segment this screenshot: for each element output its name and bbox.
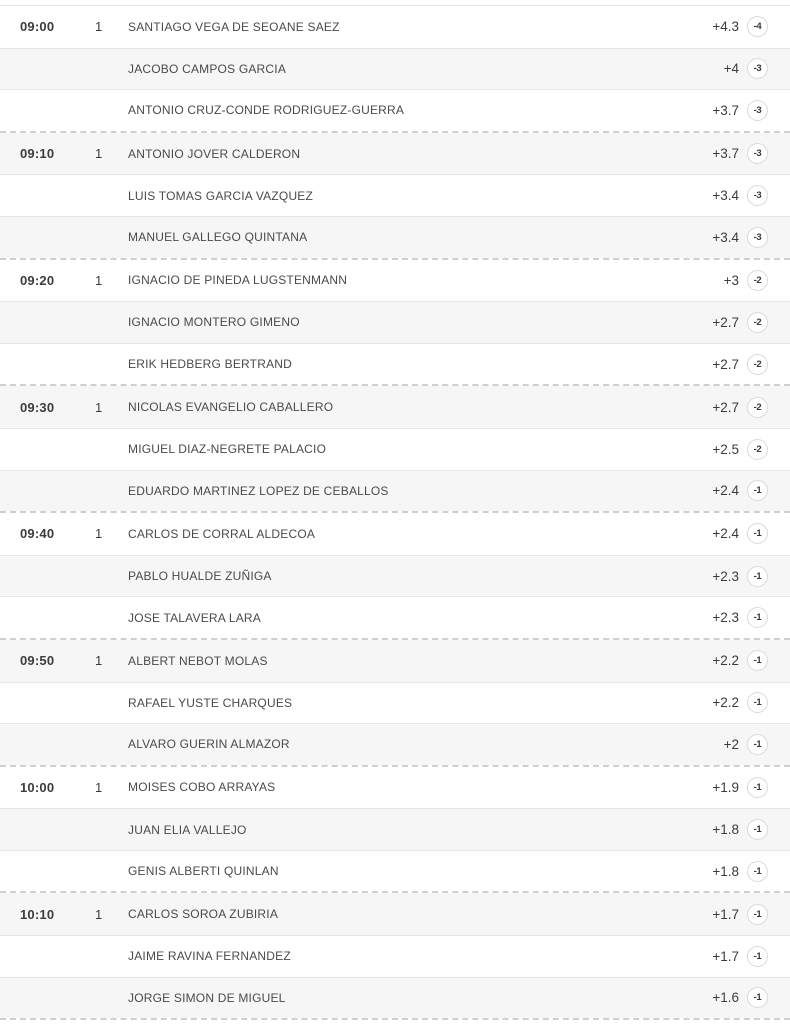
tee-time: 09:00 <box>20 19 55 35</box>
table-row[interactable] <box>0 6 790 48</box>
player-name: ANTONIO CRUZ-CONDE RODRIGUEZ-GUERRA <box>128 103 405 118</box>
table-row[interactable] <box>0 386 790 428</box>
table-row[interactable] <box>0 174 790 216</box>
table-row[interactable] <box>0 808 790 850</box>
handicap-badge: -3 <box>747 185 768 206</box>
tee-time-group <box>0 131 790 258</box>
player-points: +1.9 <box>712 779 739 795</box>
tee-number: 1 <box>95 272 103 288</box>
player-points: +3.4 <box>712 229 739 245</box>
handicap-badge: -1 <box>747 523 768 544</box>
table-row[interactable] <box>0 767 790 809</box>
handicap-badge: -2 <box>747 439 768 460</box>
handicap-badge: -1 <box>747 607 768 628</box>
player-name: SANTIAGO VEGA DE SEOANE SAEZ <box>128 19 340 34</box>
tee-time-group <box>0 891 790 1018</box>
player-points: +2 <box>723 736 739 752</box>
player-name: JUAN ELIA VALLEJO <box>128 822 247 837</box>
player-name: JORGE SIMON DE MIGUEL <box>128 990 286 1005</box>
tee-number: 1 <box>95 906 103 922</box>
player-points: +1.6 <box>712 990 739 1006</box>
player-points: +2.5 <box>712 441 739 457</box>
player-name: ANTONIO JOVER CALDERON <box>128 146 301 161</box>
tee-number: 1 <box>95 779 103 795</box>
player-points: +2.7 <box>712 314 739 330</box>
handicap-badge: -3 <box>747 143 768 164</box>
player-name: ERIK HEDBERG BERTRAND <box>128 357 293 372</box>
tee-number: 1 <box>95 146 103 162</box>
player-name: EDUARDO MARTINEZ LOPEZ DE CEBALLOS <box>128 483 389 498</box>
handicap-badge: -1 <box>747 650 768 671</box>
table-row[interactable] <box>0 48 790 90</box>
player-points: +1.7 <box>712 906 739 922</box>
player-name: JAIME RAVINA FERNANDEZ <box>128 949 291 964</box>
table-row[interactable] <box>0 428 790 470</box>
handicap-badge: -2 <box>747 397 768 418</box>
player-name: MIGUEL DIAZ-NEGRETE PALACIO <box>128 442 327 457</box>
handicap-badge: -1 <box>747 819 768 840</box>
tee-number: 1 <box>95 653 103 669</box>
table-row[interactable] <box>0 513 790 555</box>
player-points: +2.7 <box>712 356 739 372</box>
player-points: +3.4 <box>712 188 739 204</box>
tee-time-group <box>0 511 790 638</box>
tee-time-group <box>0 6 790 131</box>
player-name: MOISES COBO ARRAYAS <box>128 780 276 795</box>
tee-time: 10:10 <box>20 906 55 922</box>
player-points: +1.8 <box>712 863 739 879</box>
handicap-badge: -2 <box>747 312 768 333</box>
table-row[interactable] <box>0 682 790 724</box>
tee-time: 09:20 <box>20 272 55 288</box>
table-row[interactable] <box>0 640 790 682</box>
player-name: IGNACIO MONTERO GIMENO <box>128 315 300 330</box>
tee-time: 09:10 <box>20 146 55 162</box>
player-name: MANUEL GALLEGO QUINTANA <box>128 230 308 245</box>
tee-time: 10:00 <box>20 779 55 795</box>
table-row[interactable] <box>0 343 790 385</box>
player-points: +2.2 <box>712 695 739 711</box>
table-row[interactable] <box>0 470 790 512</box>
handicap-badge: -1 <box>747 946 768 967</box>
handicap-badge: -1 <box>747 777 768 798</box>
player-name: LUIS TOMAS GARCIA VAZQUEZ <box>128 188 314 203</box>
player-points: +2.2 <box>712 653 739 669</box>
player-name: CARLOS SOROA ZUBIRIA <box>128 907 279 922</box>
handicap-badge: -4 <box>747 16 768 37</box>
handicap-badge: -2 <box>747 354 768 375</box>
handicap-badge: -1 <box>747 692 768 713</box>
tee-time-group <box>0 258 790 385</box>
player-name: ALBERT NEBOT MOLAS <box>128 653 268 668</box>
tee-time-group <box>0 638 790 765</box>
table-row[interactable] <box>0 555 790 597</box>
player-points: +1.7 <box>712 948 739 964</box>
tee-time-group <box>0 765 790 892</box>
player-name: CARLOS DE CORRAL ALDECOA <box>128 526 316 541</box>
player-points: +3.7 <box>712 146 739 162</box>
player-points: +4.3 <box>712 19 739 35</box>
player-points: +3.7 <box>712 102 739 118</box>
player-name: GENIS ALBERTI QUINLAN <box>128 864 279 879</box>
table-bottom-divider <box>0 1018 790 1026</box>
table-row[interactable] <box>0 89 790 131</box>
table-row[interactable] <box>0 596 790 638</box>
handicap-badge: -1 <box>747 734 768 755</box>
player-points: +2.3 <box>712 610 739 626</box>
handicap-badge: -1 <box>747 861 768 882</box>
player-points: +2.4 <box>712 483 739 499</box>
table-row[interactable] <box>0 893 790 935</box>
table-row[interactable] <box>0 216 790 258</box>
player-name: JACOBO CAMPOS GARCIA <box>128 61 287 76</box>
handicap-badge: -1 <box>747 480 768 501</box>
player-name: NICOLAS EVANGELIO CABALLERO <box>128 400 334 415</box>
player-points: +4 <box>723 61 739 77</box>
tee-number: 1 <box>95 526 103 542</box>
handicap-badge: -1 <box>747 566 768 587</box>
player-name: PABLO HUALDE ZUÑIGA <box>128 569 272 584</box>
handicap-badge: -3 <box>747 58 768 79</box>
player-name: RAFAEL YUSTE CHARQUES <box>128 695 293 710</box>
player-points: +3 <box>723 272 739 288</box>
player-points: +2.3 <box>712 568 739 584</box>
player-points: +2.7 <box>712 399 739 415</box>
player-points: +1.8 <box>712 822 739 838</box>
tee-time-group <box>0 384 790 511</box>
player-points: +2.4 <box>712 526 739 542</box>
tee-time: 09:30 <box>20 399 55 415</box>
table-row[interactable] <box>0 723 790 765</box>
handicap-badge: -1 <box>747 904 768 925</box>
table-row[interactable] <box>0 301 790 343</box>
tee-time: 09:50 <box>20 653 55 669</box>
tee-number: 1 <box>95 399 103 415</box>
tee-time: 09:40 <box>20 526 55 542</box>
table-row[interactable] <box>0 977 790 1019</box>
table-row[interactable] <box>0 935 790 977</box>
handicap-badge: -2 <box>747 270 768 291</box>
player-name: ALVARO GUERIN ALMAZOR <box>128 737 290 752</box>
table-row[interactable] <box>0 260 790 302</box>
handicap-badge: -1 <box>747 987 768 1008</box>
tee-times-table <box>0 5 790 1026</box>
player-name: IGNACIO DE PINEDA LUGSTENMANN <box>128 273 348 288</box>
handicap-badge: -3 <box>747 100 768 121</box>
player-name: JOSE TALAVERA LARA <box>128 610 261 625</box>
table-row[interactable] <box>0 133 790 175</box>
tee-number: 1 <box>95 19 103 35</box>
table-row[interactable] <box>0 850 790 892</box>
handicap-badge: -3 <box>747 227 768 248</box>
